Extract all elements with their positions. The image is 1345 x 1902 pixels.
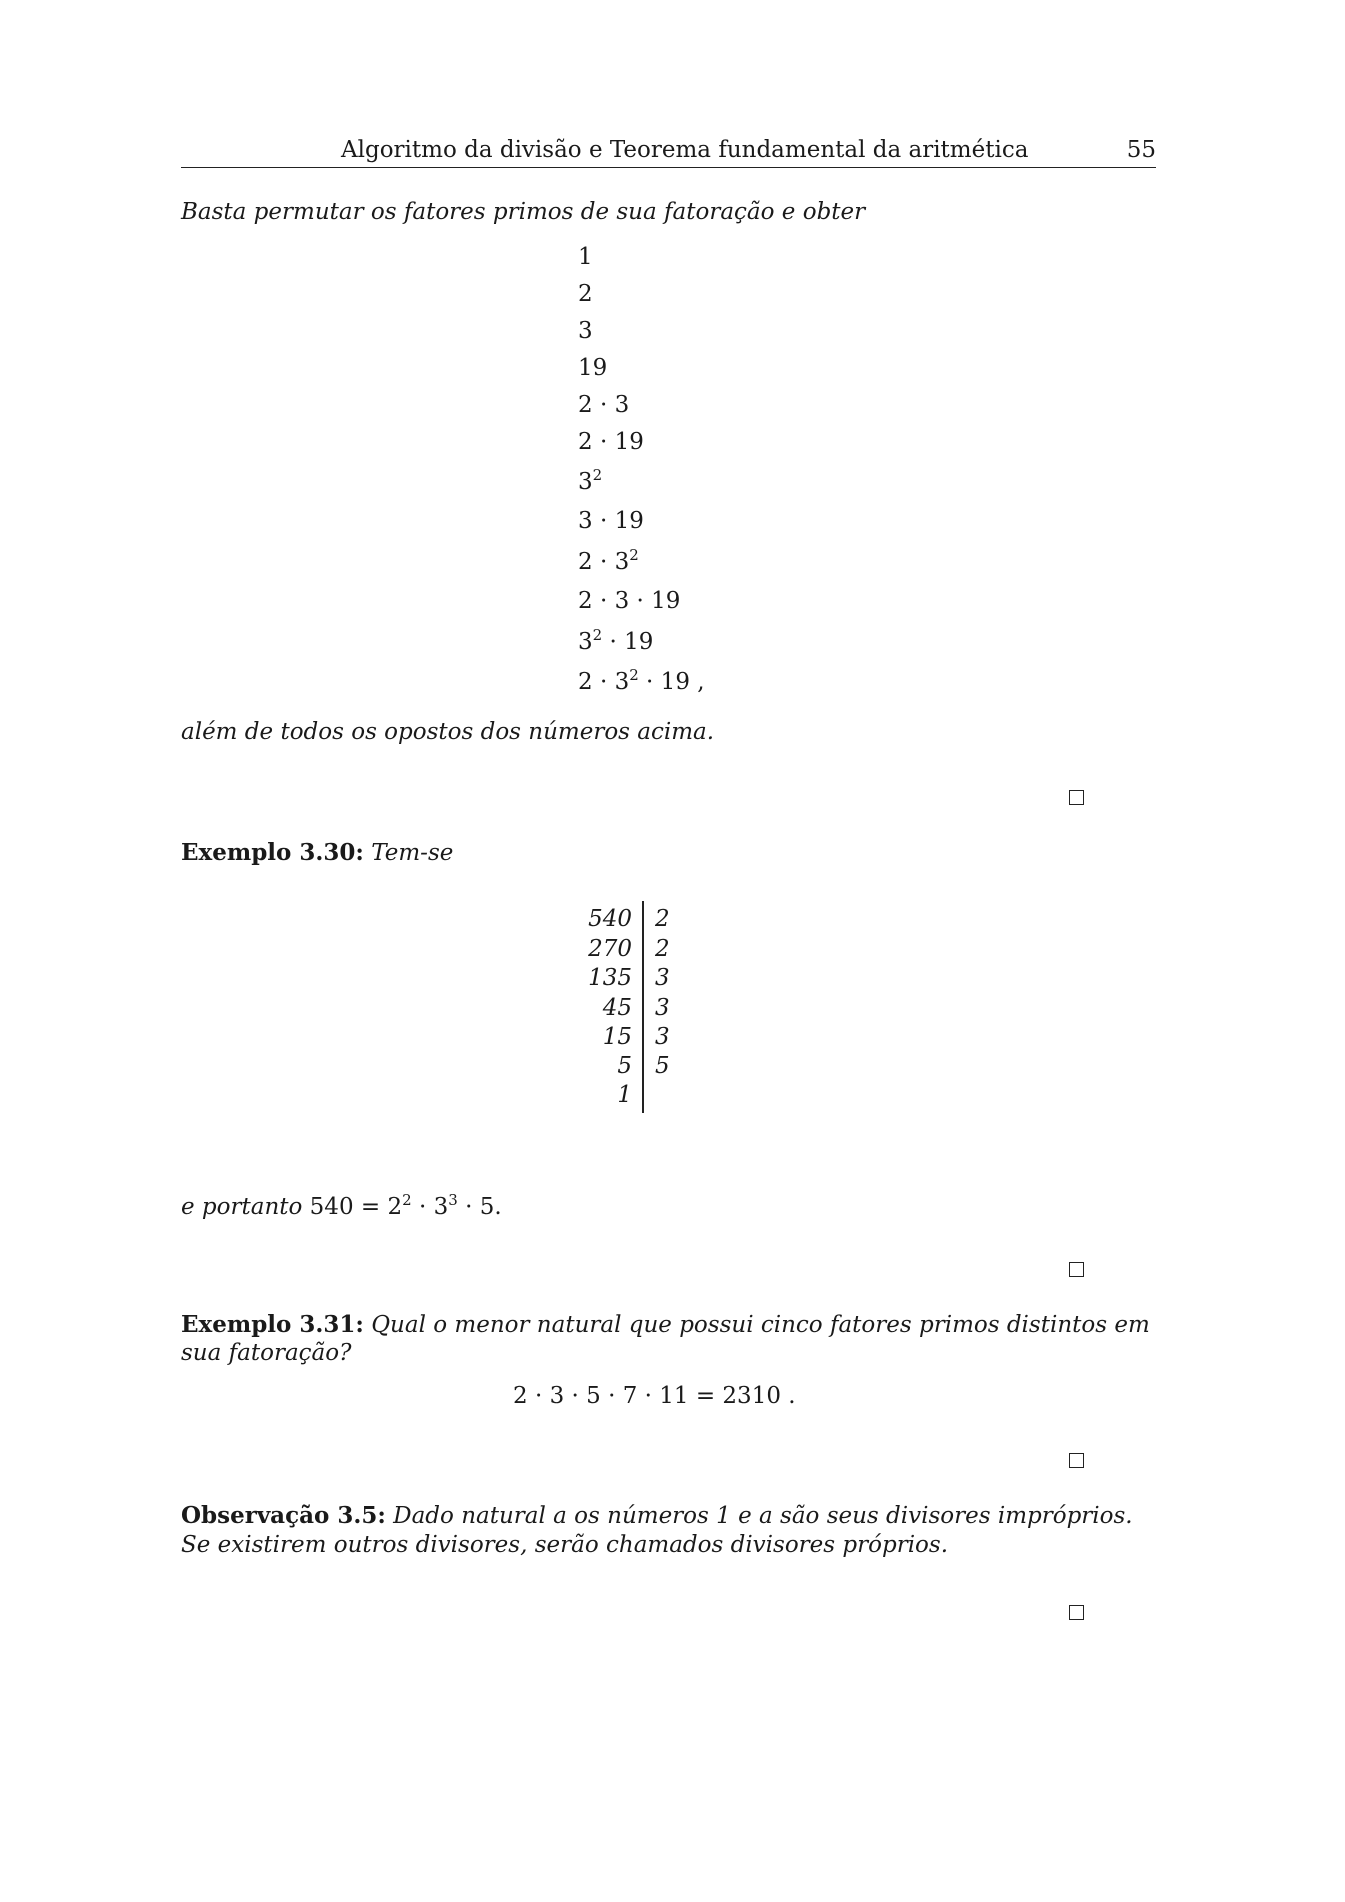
tail: · 19 <box>602 629 654 655</box>
exponent: 2 <box>592 626 603 644</box>
table-divider <box>642 901 644 1113</box>
example-text: Tem-se <box>371 840 454 866</box>
prime-factorization-table <box>560 901 730 1113</box>
base: 2 · 3 <box>578 669 630 695</box>
base: 2 · 3 <box>578 549 630 575</box>
qed-square-icon <box>1069 790 1084 805</box>
conclusion-prefix: e portanto <box>181 1194 303 1220</box>
example-label: Exemplo 3.30: <box>181 839 364 866</box>
qed-square-icon <box>1069 1262 1084 1277</box>
factorization-conclusion <box>181 1191 502 1220</box>
page-number: 55 <box>1126 137 1156 163</box>
exponent: 2 <box>629 666 639 684</box>
divisor-item: 2 <box>578 281 593 307</box>
base: 3 <box>578 469 593 495</box>
prime-factor: 3 <box>655 965 670 991</box>
divisor-item: 1 <box>578 244 593 270</box>
remark-label: Observação 3.5: <box>181 1502 386 1529</box>
remark-text: Dado natural a os números 1 e a são seus divisores impróprios. <box>393 1503 1133 1529</box>
intro-text: Basta permutar os fatores primos de sua fatoração e obter <box>181 199 866 225</box>
divisor-item <box>578 668 705 696</box>
prime-factor: 3 <box>655 995 670 1021</box>
divisor-item: 2 · 3 <box>578 392 630 418</box>
example-text: Qual o menor natural que possui cinco fatores primos distintos em <box>371 1312 1150 1338</box>
exponent: 2 <box>592 466 603 484</box>
example-equation: 2 · 3 · 5 · 7 · 11 = 2310 . <box>513 1383 796 1409</box>
dividend: 45 <box>602 995 632 1021</box>
prime-factor: 2 <box>655 906 670 932</box>
exponent: 2 <box>402 1191 412 1209</box>
dividend: 1 <box>617 1082 632 1108</box>
dividend: 540 <box>588 906 632 932</box>
example-label: Exemplo 3.31: <box>181 1311 364 1338</box>
dividend: 5 <box>617 1053 632 1079</box>
prime-factor: 5 <box>655 1053 670 1079</box>
exponent: 2 <box>629 546 639 564</box>
example-3-30-heading <box>181 839 453 866</box>
remark-text-continued: Se existirem outros divisores, serão chamados divisores próprios. <box>181 1532 949 1558</box>
dividend: 135 <box>588 965 632 991</box>
divisor-item: 3 <box>578 318 593 344</box>
divisor-item <box>578 628 653 656</box>
qed-square-icon <box>1069 1605 1084 1620</box>
chapter-title: Algoritmo da divisão e Teorema fundamental da aritmética <box>341 137 1029 163</box>
base: 3 <box>578 629 593 655</box>
divisor-item <box>578 468 602 496</box>
exponent: 3 <box>448 1191 458 1209</box>
divisor-item <box>578 548 639 576</box>
example-text-continued: sua fatoração? <box>181 1340 352 1366</box>
divisor-item: 2 · 19 <box>578 429 644 455</box>
divisor-item: 3 · 19 <box>578 508 644 534</box>
example-3-31-heading <box>181 1311 1150 1338</box>
equation-lhs: 540 = 2 <box>309 1194 403 1220</box>
equation-tail: · 5. <box>457 1194 502 1220</box>
divisor-item: 19 <box>578 355 608 381</box>
remark-3-5-heading <box>181 1502 1133 1529</box>
after-list-text: além de todos os opostos dos números acima. <box>181 719 715 745</box>
tail: · 19 , <box>638 669 705 695</box>
running-header <box>181 135 1156 168</box>
prime-factor: 2 <box>655 936 670 962</box>
prime-factor: 3 <box>655 1024 670 1050</box>
dividend: 270 <box>588 936 632 962</box>
divisor-item: 2 · 3 · 19 <box>578 588 681 614</box>
dividend: 15 <box>602 1024 632 1050</box>
qed-square-icon <box>1069 1453 1084 1468</box>
equation-mid: · 3 <box>411 1194 449 1220</box>
